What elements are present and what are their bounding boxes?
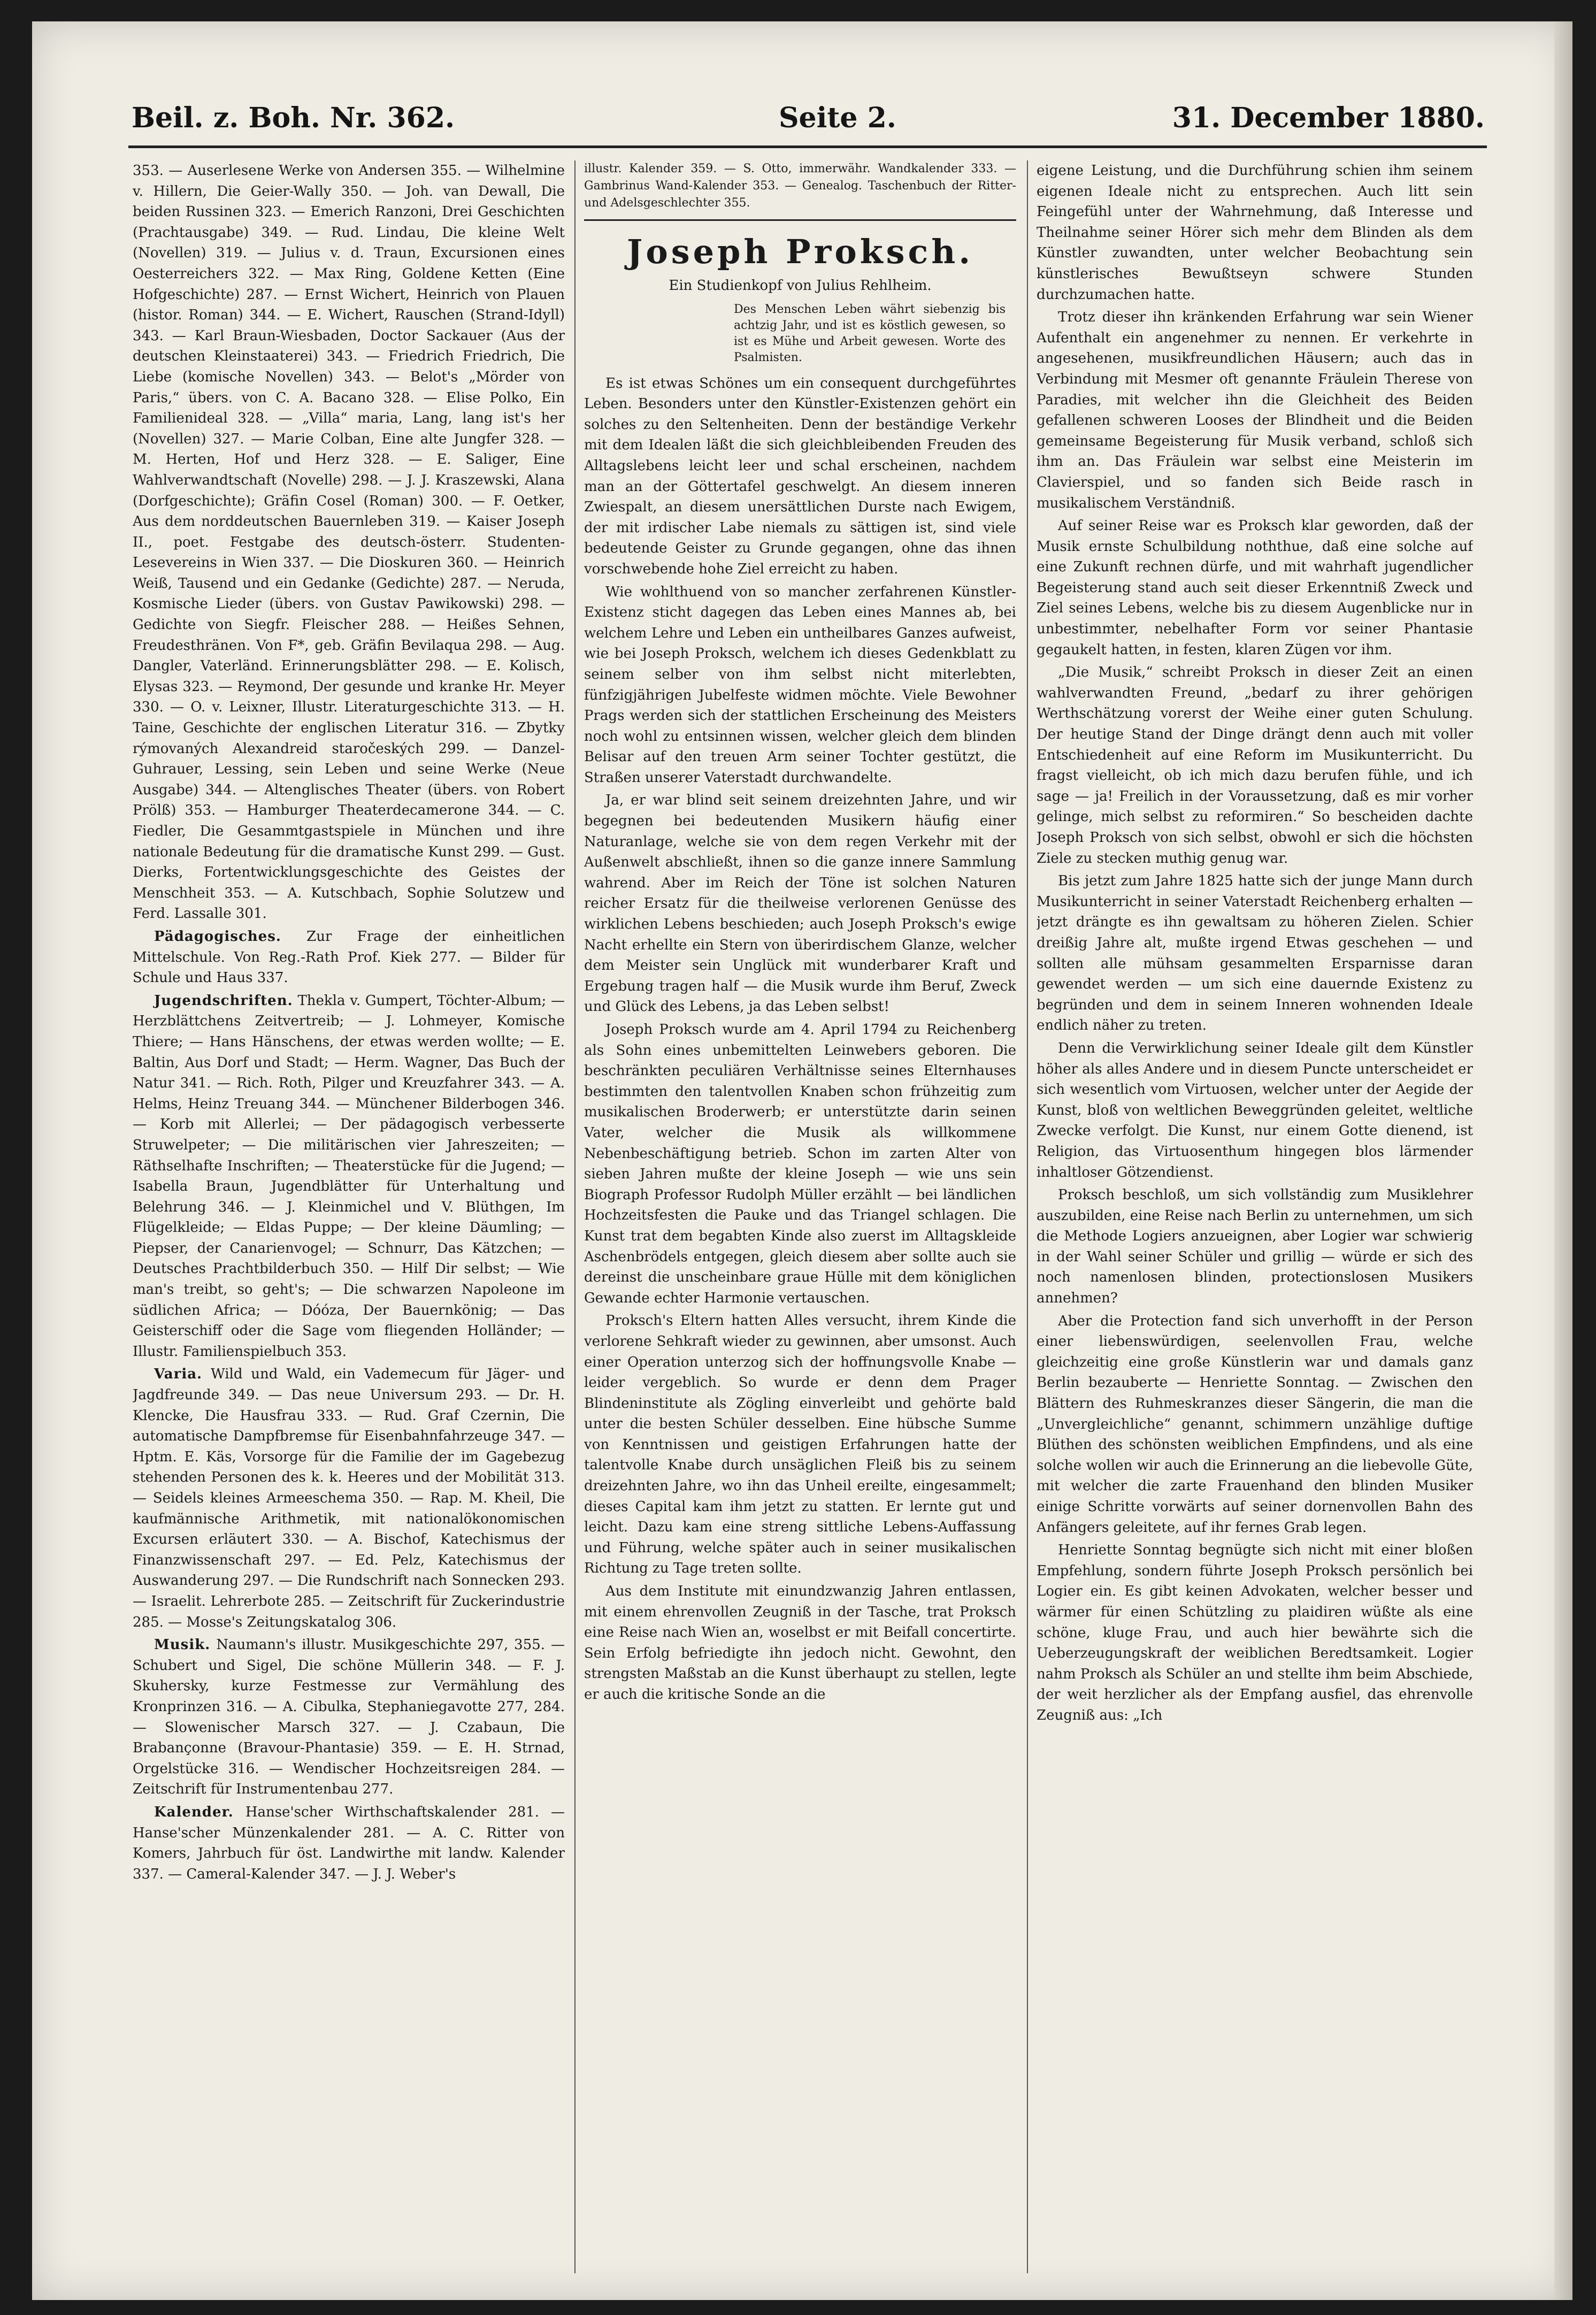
article-paragraph: Proksch beschloß, um sich vollständig zum Musiklehrer auszubilden, eine Reise nach Berlin zu unternehmen, um sich die Methode Logiers anzueignen, aber Logier war schwierig in der Wahl seiner Schüler und grillig — würde er sich des noch namenlosen blinden, protectionslosen Musikers annehmen?	[1037, 1187, 1473, 1307]
section-heading: Pädagogisches.	[154, 928, 281, 945]
header-date: 31. December 1880.	[1172, 102, 1485, 134]
section-heading: Jugendschriften.	[154, 992, 293, 1009]
col1-paragraph: Jugendschriften. Thekla v. Gumpert, Töchter-Album; — Herzblättchens Zeitvertreib; — J. Lohmeyer, Komische Thiere; — Hans Hänschens, der etwas werden wollte; — E. Baltin, Aus Dorf und Stadt; — Herm. Wagner, Das Buch der Natur 341. — Rich. Roth, Pilger und Kreuzfahrer 343. — A. Helms, Heinz Treuang 344. — Münchener Bilderbogen 346. — Korb mit Allerlei; — Der pädagogisch verbesserte Struwelpeter; — Die militärischen vier Jahreszeiten; — Räthselhafte Inschriften; — Theaterstücke für die Jugend; — Isabella Braun, Jugendblätter für Unterhaltung und Belehrung 346. — J. Kleinmichel und V. Blüthgen, Im Flügelkleide; — Eldas Puppe; — Der kleine Däumling; — Piepser, der Canarienvogel; — Schnurr, Das Kätzchen; — Deutsches Prachtbilderbuch 350. — Hilf Dir selbst; — Wie man's treibt, so geht's; — Die schwarzen Napoleone im südlichen Africa; — Dóóza, Der Bauernkönig; — Das Geisterschiff oder die Sage vom fliegenden Holländer; — Illustr. Familienspielbuch 353.	[133, 992, 565, 1360]
section-heading: Kalender.	[154, 1804, 234, 1820]
column-divider-1	[574, 160, 576, 2273]
article-paragraph: Es ist etwas Schönes um ein consequent durchgeführtes Leben. Besonders unter den Künstler-Existenzen gehört ein solches zu den Seltenheiten. Denn der beständige Verkehr mit dem Idealen läßt die sich gleichbleibenden Freuden des Alltagslebens leicht leer und schal erscheinen, nachdem man an der Göttertafel geschwelgt. An diesem inneren Zwiespalt, an diesem unersättlichen Durste nach Ewigem, der mit irdischer Labe niemals zu sättigen ist, sind viele bedeutende Geister zu Grunde gegangen, ohne das ihnen vorschwebende hohe Ziel erreicht zu haben.	[584, 375, 1016, 577]
article-paragraph: Aus dem Institute mit einundzwanzig Jahren entlassen, mit einem ehrenvollen Zeugniß in der Tasche, trat Proksch eine Reise nach Wien an, woselbst er mit Beifall concertirte. Sein Erfolg befriedigte ihn jedoch nicht. Gewohnt, den strengsten Maßstab an die Kunst überhaupt zu stellen, legte er auch die kritische Sonde an die	[584, 1583, 1016, 1703]
article-paragraph: Wie wohlthuend von so mancher zerfahrenen Künstler-Existenz sticht dagegen das Leben eines Mannes ab, bei welchem Lehre und Leben ein untheilbares Ganzes aufweist, wie bei Joseph Proksch, welchem ich dieses Gedenkblatt zu seinem selber von ihm selbst nicht miterlebten, fünfzigjährigen Jubelfeste widmen möchte. Viele Bewohner Prags werden sich der stattlichen Erscheinung des Meisters noch wohl zu entsinnen wissen, welcher gleich dem blinden Belisar auf den treuen Arm seiner Tochter gestützt, die Straßen unserer Vaterstadt durchwandelte.	[584, 584, 1016, 786]
article-paragraph: Bis jetzt zum Jahre 1825 hatte sich der junge Mann durch Musikunterricht in seiner Vaterstadt Reichenberg erhalten — jetzt drängte es ihn gewaltsam zu höheren Zielen. Schier dreißig Jahre alt, mußte irgend Etwas geschehen — und sollten alle mühsam gesammelten Ersparnisse daran gewendet werden — um sich eine dauernde Existenz zu begründen und dem in seinem Inneren wohnenden Ideale endlich näher zu treten.	[1037, 873, 1473, 1034]
section-heading: Musik.	[154, 1637, 211, 1653]
article-paragraph: Auf seiner Reise war es Proksch klar geworden, daß der Musik ernste Schulbildung noththue, daß eine solche auf eine Zukunft rechnen dürfe, und mit wahrhaft jugendlicher Begeisterung stand auch seit dieser Erkenntniß Zweck und Ziel seines Lebens, welche bis zu diesem Augenblicke nur in unbestimmter, nebelhafter Form vor seiner Phantasie gegaukelt hatten, in festen, klaren Zügen vor ihm.	[1037, 518, 1473, 658]
article-paragraph: eigene Leistung, und die Durchführung schien ihm seinem eigenen Ideale nicht zu entsprechen. Auch litt sein Feingefühl unter der Wahrnehmung, daß Interesse und Theilnahme seiner Hörer sich mehr dem Blinden als dem Künstler zuwandten, unter welcher Beobachtung sein künstlerisches Bewußtseyn schwere Stunden durchzumachen hatte.	[1037, 163, 1473, 303]
article-paragraph: „Die Musik,“ schreibt Proksch in dieser Zeit an einen wahlverwandten Freund, „bedarf zu ihrer gehörigen Werthschätzung vorerst der Weihe einer guten Schulung. Der heutige Stand der Dinge drängt denn auch mit voller Entschiedenheit auf eine Reform im Musikunterricht. Du fragst vielleicht, ob ich mich dazu berufen fühle, und ich sage — ja! Freilich in der Voraussetzung, daß es mir vorher gelinge, mich selbst zu reformiren.“ So bescheiden dachte Joseph Proksch von sich selbst, obwohl er sich die höchsten Ziele zu stecken muthig genug war.	[1037, 664, 1473, 867]
col1-paragraph: Pädagogisches. Zur Frage der einheitlichen Mittelschule. Von Reg.-Rath Prof. Kiek 277. — Bilder für Schule und Haus 337.	[133, 928, 565, 986]
col2-list-continuation: illustr. Kalender 359. — S. Otto, immerwähr. Wandkalender 333. — Gambrinus Wand-Kalender 353. — Genealog. Taschenbuch der Ritter- und Adelsgeschlechter 355.	[584, 162, 1016, 210]
col1-paragraph: Musik. Naumann's illustr. Musikgeschichte 297, 355. — Schubert und Sigel, Die schöne Müllerin 348. — F. J. Skuhersky, kurze Festmesse zur Vermählung des Kronprinzen 316. — A. Cibulka, Stephaniegavotte 277, 284. — Slowenischer Marsch 327. — J. Czabaun, Die Brabançonne (Bravour-Phantasie) 359. — E. H. Strnad, Orgelstücke 316. — Wendischer Hochzeitsreigen 284. — Zeitschrift für Instrumentenbau 277.	[133, 1637, 565, 1798]
header-issue: Beil. z. Boh. Nr. 362.	[132, 102, 455, 134]
col1-paragraph: Kalender. Hanse'scher Wirthschaftskalender 281. — Hanse'scher Münzenkalender 281. — A. C. Ritter von Komers, Jahrbuch für öst. Landwirthe mit landw. Kalender 337. — Cameral-Kalender 347. — J. J. Weber's	[133, 1804, 565, 1882]
article-subtitle: Ein Studienkopf von Julius Rehlheim.	[669, 278, 932, 294]
column-1-book-list	[133, 160, 565, 2273]
article-paragraph: Joseph Proksch wurde am 4. April 1794 zu Reichenberg als Sohn eines unbemittelten Leinwebers geboren. Die beschränkten peculiären Verhältnisse seines Elternhauses bestimmten den talentvollen Knaben schon frühzeitig zum musikalischen Broderwerb; er unterstützte darin seinen Vater, welcher die Musik als willkommene Nebenbeschäftigung betrieb. Schon im zarten Alter von sieben Jahren mußte der kleine Joseph — wie uns sein Biograph Professor Rudolph Müller erzählt — bei ländlichen Hochzeitsfesten die Pauke und das Triangel schlagen. Die Kunst trat dem begabten Kinde also zuerst im Alltagskleide Aschenbrödels entgegen, gleich diesem aber sollte auch sie dereinst die unscheinbare graue Hülle mit dem königlichen Gewande echter Harmonie vertauschen.	[584, 1022, 1016, 1306]
article-paragraph: Aber die Protection fand sich unverhofft in der Person einer liebenswürdigen, seelenvollen Frau, welche gleichzeitig eine große Künstlerin war und damals ganz Berlin bezauberte — Henriette Sonntag. — Zwischen den Blättern des Ruhmeskranzes dieser Sängerin, die man die „Unvergleichliche“ genannt, schimmern unzählige duftige Blüthen des schönsten weiblichen Empfindens, und als eine solche wollen wir auch die Erinnerung an die liebevolle Güte, mit welcher die zarte Frauenhand den blinden Musiker einige Schritte vorwärts auf seiner dornenvollen Bahn des Anfängers geleitete, auf ihr fernes Grab legen.	[1037, 1313, 1473, 1536]
article-paragraph: Denn die Verwirklichung seiner Ideale gilt dem Künstler höher als alles Andere und in diesem Puncte unterscheidet er sich wesentlich vom Virtuosen, welcher unter der Aegide der Kunst, bloß von weltlichen Beweggründen geleitet, weltliche Zwecke verfolgt. Die Kunst, nur einem Gotte dienend, ist Religion, das Virtuosenthum hingegen blos lärmender inhaltloser Götzendienst.	[1037, 1040, 1473, 1181]
column-divider-2	[1027, 160, 1028, 2273]
col1-paragraph: 353. — Auserlesene Werke von Andersen 355. — Wilhelmine v. Hillern, Die Geier-Wally 350. — Joh. van Dewall, Die beiden Russinen 323. — Emerich Ranzoni, Drei Geschichten (Prachtausgabe) 349. — Rud. Lindau, Die kleine Welt (Novellen) 319. — Julius v. d. Traun, Excursionen eines Oesterreichers 322. — Max Ring, Goldene Ketten (Eine Hofgeschichte) 287. — Ernst Wichert, Heinrich von Plauen (histor. Roman) 344. — E. Wichert, Rauschen (Strand-Idyll) 343. — Karl Braun-Wiesbaden, Doctor Sackauer (Aus der deutschen Kleinstaaterei) 343. — Friedrich Friedrich, Die Liebe (komische Novellen) 343. — Belot's „Mörder von Paris,“ übers. von C. A. Bacano 328. — Elise Polko, Ein Familienideal 328. — „Villa“ maria, Lang, lang ist's her (Novellen) 327. — Marie Colban, Eine alte Jungfer 328. — M. Herten, Hof und Herz 328. — E. Saliger, Eine Wahlverwandtschaft (Novelle) 298. — J. J. Kraszewski, Alana (Dorfgeschichte); Gräfin Cosel (Roman) 300. — F. Oetker, Aus dem norddeutschen Bauernleben 319. — Kaiser Joseph II., poet. Festgabe des deutsch-österr. Studenten-Lesevereins in Wien 337. — Die Dioskuren 360. — Heinrich Weiß, Tausend und ein Gedanke (Gedichte) 287. — Neruda, Kosmische Lieder (übers. von Gustav Pawikowski) 298. — Gedichte von Siegfr. Fleischer 288. — Heißes Sehnen, Freudesthränen. Von F*, geb. Gräfin Bevilaqua 298. — Aug. Dangler, Vaterländ. Erinnerungsblätter 298. — E. Kolisch, Elysas 323. — Reymond, Der gesunde und kranke Hr. Meyer 330. — O. v. Leixner, Illustr. Literaturgeschichte 313. — H. Taine, Geschichte der englischen Literatur 316. — Zbytky rýmovaných Alexandreid staročeských 299. — Danzel-Guhrauer, Lessing, sein Leben und seine Werke (Neue Ausgabe) 344. — Altenglisches Theater (übers. von Robert Prölß) 353. — Hamburger Theaterdecamerone 344. — C. Fiedler, Die Gesammtgastspiele in München und ihre nationale Bedeutung für die dramatische Kunst 299. — Gust. Dierks, Fortentwicklungsgeschichte des Geistes der Menschheit 353. — A. Kutschbach, Sophie Solutzew und Ferd. Lassalle 301.	[133, 163, 565, 922]
article-motto: Des Menschen Leben währt siebenzig bis achtzig Jahr, und ist es köstlich gewesen, so ist es Mühe und Arbeit gewesen. Worte des Psalmisten.	[734, 302, 1006, 364]
article-paragraph: Ja, er war blind seit seinem dreizehnten Jahre, und wir begegnen bei bedeutenden Musikern häufig einer Naturanlage, welche sie von dem regen Verkehr mit der Außenwelt abschließt, ihnen so die ganze innere Sammlung wahrend. Aber im Reich der Töne ist solchen Naturen reicher Ersatz für die theilweise verlorenen Genüsse des wirklichen Lebens beschieden; auch Joseph Proksch's ewige Nacht erhellte ein Stern von überirdischem Glanze, welcher dem Meister sein Unglück mit wunderbarer Kraft und Ergebung tragen half — die Musik wurde ihm Beruf, Zweck und Glück des Lebens, ja das Leben selbst!	[584, 792, 1016, 1015]
section-heading: Varia.	[154, 1366, 203, 1383]
col1-paragraph: Varia. Wild und Wald, ein Vademecum für Jäger- und Jagdfreunde 349. — Das neue Universum 293. — Dr. H. Klencke, Die Hausfrau 333. — Rud. Graf Czernin, Die automatische Dampfbremse für Eisenbahnfahrzeuge 347. — Hptm. E. Käs, Vorsorge für die Familie der im Gagebezug stehenden Personen des k. k. Heeres und der Mobilität 313. — Seidels kleines Armeeschema 350. — Rap. M. Kheil, Die kaufmännische Arithmetik, mit nationalökonomischen Excursen erläutert 330. — A. Bischof, Katechismus der Finanzwissenschaft 297. — Ed. Pelz, Katechismus der Auswanderung 297. — Die Rundschrift nach Sonnecken 293. — Israelit. Lehrerbote 285. — Zeitschrift für Zuckerindustrie 285. — Mosse's Zeitungskatalog 306.	[133, 1366, 565, 1630]
article-paragraph: Trotz dieser ihn kränkenden Erfahrung war sein Wiener Aufenthalt ein angenehmer zu nennen. Er verkehrte in angesehenen, musikfreundlichen Häusern; auch das in Verbindung mit Mesmer oft genannte Fräulein Therese von Paradies, mit welcher ihn die Gleichheit des Beiden gefallenen schweren Looses der Blindheit und die Beiden gemeinsame Begeisterung für Musik verband, schloß sich ihm an. Das Fräulein war selbst eine Meisterin im Clavierspiel, und so fanden sich Beide rasch in musikalischem Verständniß.	[1037, 309, 1473, 511]
article-paragraph: Henriette Sonntag begnügte sich nicht mit einer bloßen Empfehlung, sondern führte Joseph Proksch persönlich bei Logier ein. Es gibt keinen Advokaten, welcher besser und wärmer für einen Schützling zu plaidiren wüßte als eine schöne, kluge Frau, und auch hier bewährte sich die Ueberzeugungskraft der weiblichen Beredtsamkeit. Logier nahm Proksch als Schüler an und stellte ihm beim Abschiede, der weit herzlicher als der Empfang ausfiel, das ehrenvolle Zeugniß aus: „Ich	[1037, 1542, 1473, 1723]
page-header	[132, 102, 1485, 139]
header-page-number: Seite 2.	[779, 102, 896, 134]
header-rule	[128, 145, 1487, 148]
page-edge	[1554, 21, 1572, 2300]
article-paragraph: Proksch's Eltern hatten Alles versucht, ihrem Kinde die verlorene Sehkraft wieder zu gewinnen, aber umsonst. Auch einer Operation unterzog sich der hoffnungsvolle Knabe — leider vergeblich. So wurde er denn dem Prager Blindeninstitute als Zögling einverleibt und gehörte bald unter die besten Schüler desselben. Eine hübsche Summe von Kenntnissen und geistigen Erfahrungen hatte der talentvolle Knabe durch unsäglichen Fleiß bis zu seinem dreizehnten Jahre, wo ihn das Unheil ereilte, eingesammelt; dieses Capital kam ihm jetzt zu statten. Er lernte gut und leicht. Dazu kam eine streng sittliche Lebens-Auffassung und Führung, welche später auch in seiner musikalischen Richtung zu Tage treten sollte.	[584, 1313, 1016, 1577]
column-3-article	[1037, 160, 1473, 2273]
article-title: Joseph Proksch.	[627, 232, 973, 271]
column-2-article	[584, 160, 1016, 2273]
article-divider	[584, 219, 1016, 221]
